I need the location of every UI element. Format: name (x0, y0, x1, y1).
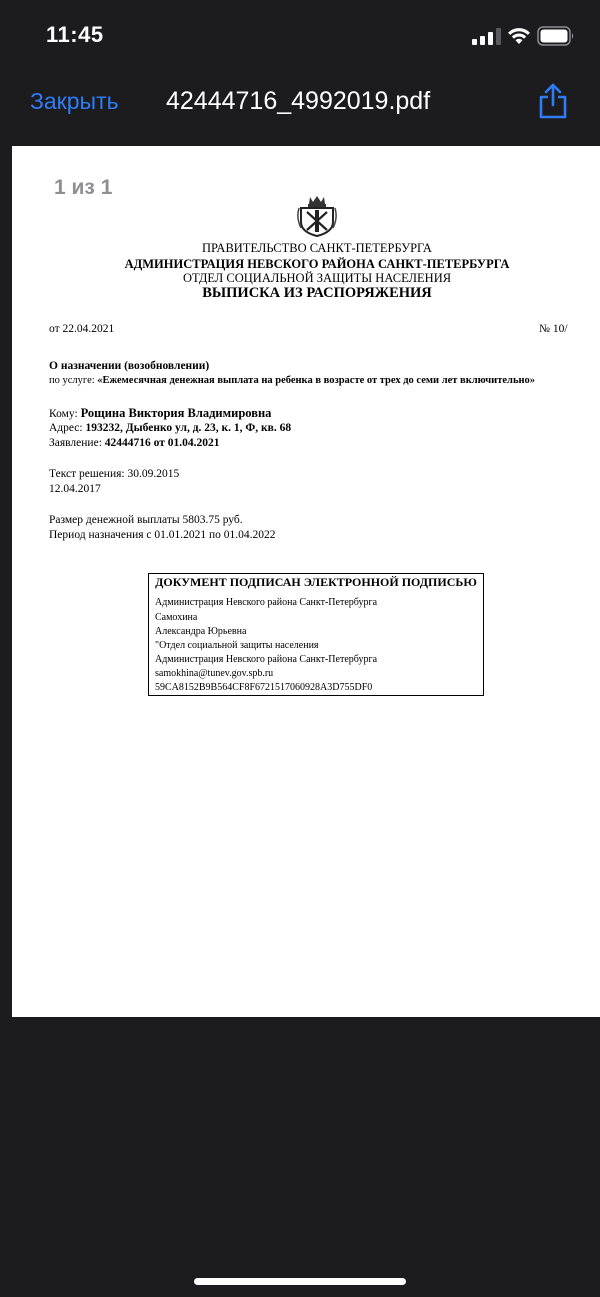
header-extract-title: ВЫПИСКА ИЗ РАСПОРЯЖЕНИЯ (202, 285, 432, 301)
decision-text: Текст решения: 30.09.2015 (49, 468, 180, 480)
coat-of-arms-icon (296, 194, 338, 238)
subject-title: О назначении (возобновлении) (49, 360, 210, 372)
signature-line: Самохина (155, 612, 198, 623)
signature-line: Александра Юрьевна (155, 626, 247, 637)
address-value: 193232, Дыбенко ул, д. 23, к. 1, Ф, кв. 68 (85, 422, 292, 434)
header-administration: АДМИНИСТРАЦИЯ НЕВСКОГО РАЙОНА САНКТ-ПЕТЕРБУРГА (124, 257, 510, 271)
order-date: от 22.04.2021 (49, 323, 115, 335)
payment-amount: Размер денежной выплаты 5803.75 руб. (49, 514, 243, 526)
recipient-label: Кому: (49, 408, 81, 420)
recipient-line (49, 406, 271, 421)
share-icon[interactable] (537, 83, 569, 119)
viewer-nav-bar (0, 70, 600, 146)
signal-icon (472, 28, 502, 45)
file-name-title: 42444716_4992019.pdf (166, 87, 431, 115)
wifi-icon (507, 25, 531, 45)
subject-service (49, 375, 535, 386)
subject-service-value: «Ежемесячная денежная выплата на ребенка в возрасте от трех до семи лет включительно» (97, 375, 536, 386)
recipient-name: Рощина Виктория Владимировна (80, 406, 272, 420)
decision-date: 12.04.2017 (49, 483, 101, 495)
status-time: 11:45 (46, 22, 104, 47)
address-label: Адрес: (49, 422, 86, 434)
home-indicator[interactable] (194, 1278, 406, 1285)
close-button[interactable]: Закрыть (30, 88, 119, 114)
signature-line: Администрация Невского района Санкт-Петербурга (155, 654, 378, 665)
signature-line: "Отдел социальной защиты населения (155, 640, 319, 651)
address-line (49, 422, 291, 434)
application-label: Заявление: (49, 437, 105, 449)
status-bar (0, 0, 600, 70)
signature-title: ДОКУМЕНТ ПОДПИСАН ЭЛЕКТРОННОЙ ПОДПИСЬЮ (155, 575, 477, 589)
order-number: № 10/ (539, 323, 568, 335)
pdf-page[interactable] (12, 146, 600, 1017)
signature-certificate: 59CA8152B9B564CF8F6721517060928A3D755DF0 (155, 682, 373, 693)
battery-icon (537, 26, 575, 46)
signature-line: Администрация Невского района Санкт-Петербурга (155, 597, 378, 608)
assignment-period: Период назначения с 01.01.2021 по 01.04.2022 (49, 529, 276, 541)
header-department: ОТДЕЛ СОЦИАЛЬНОЙ ЗАЩИТЫ НАСЕЛЕНИЯ (182, 271, 452, 285)
application-line (49, 437, 220, 449)
signature-email: samokhina@tunev.gov.spb.ru (155, 668, 274, 679)
application-value: 42444716 от 01.04.2021 (104, 437, 220, 449)
subject-service-prefix: по услуге: (49, 375, 98, 386)
header-government: ПРАВИТЕЛЬСТВО САНКТ-ПЕТЕРБУРГА (202, 241, 432, 255)
electronic-signature-box (148, 573, 484, 696)
page-indicator: 1 из 1 (54, 176, 113, 199)
